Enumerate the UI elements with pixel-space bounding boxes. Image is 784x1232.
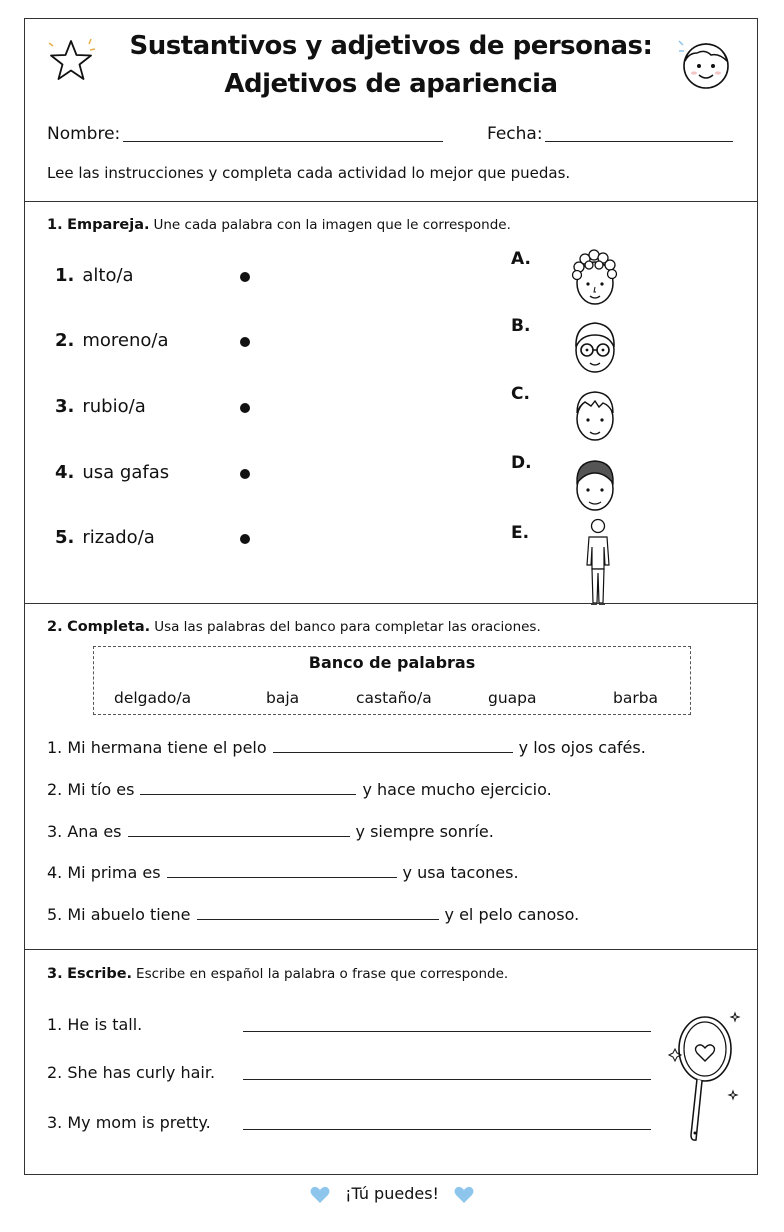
write-item: 3. My mom is pretty. [47, 1113, 211, 1132]
fill-sentence: 4. Mi prima es y usa tacones. [47, 863, 519, 882]
footer-text: ¡Tú puedes! [345, 1184, 439, 1203]
match-letter: D. [511, 453, 532, 473]
name-label: Nombre: [47, 124, 121, 144]
match-letter: C. [511, 384, 530, 404]
match-letter: E. [511, 523, 530, 543]
word-bank-item: castaño/a [356, 689, 432, 707]
match-letter: B. [511, 316, 531, 336]
page-title-line2: Adjetivos de apariencia [224, 69, 558, 99]
match-item: 4. usa gafas [55, 462, 170, 483]
word-bank-item: guapa [488, 689, 537, 707]
heart-icon [454, 1186, 474, 1204]
section1-heading: 1. Empareja. Une cada palabra con la imagen que le corresponde. [47, 217, 511, 233]
write-item: 2. She has curly hair. [47, 1063, 216, 1082]
match-item: 3. rubio/a [55, 396, 146, 417]
word-bank-item: baja [266, 689, 300, 707]
worksheet [24, 18, 758, 1175]
word-bank-item: barba [613, 689, 659, 707]
answer-line[interactable] [243, 1079, 651, 1080]
page-title-line1: Sustantivos y adjetivos de personas: [129, 31, 653, 61]
section3-heading: 3. Escribe. Escribe en español la palabra o frase que corresponde. [47, 966, 509, 982]
hand-mirror-icon [667, 1005, 743, 1149]
fill-sentence: 1. Mi hermana tiene el pelo y los ojos cafés. [47, 738, 646, 757]
answer-line[interactable] [243, 1129, 651, 1130]
section2-heading: 2. Completa. Usa las palabras del banco para completar las oraciones. [47, 619, 541, 635]
word-bank-item: delgado/a [114, 689, 192, 707]
write-section [25, 19, 757, 1176]
heart-icon [310, 1186, 330, 1204]
match-item: 2. moreno/a [55, 330, 169, 351]
write-item: 1. He is tall. [47, 1015, 143, 1034]
answer-line[interactable] [243, 1031, 651, 1032]
match-item: 1. alto/a [55, 265, 134, 286]
footer [0, 1184, 784, 1204]
match-item: 5. rizado/a [55, 527, 155, 548]
fill-sentence: 3. Ana es y siempre sonríe. [47, 822, 494, 841]
word-bank-title: Banco de palabras [308, 653, 476, 672]
date-label: Fecha: [487, 124, 543, 144]
fill-sentence: 5. Mi abuelo tiene y el pelo canoso. [47, 905, 580, 924]
match-letter: A. [511, 249, 531, 269]
fill-sentence: 2. Mi tío es y hace mucho ejercicio. [47, 780, 552, 799]
general-instructions: Lee las instrucciones y completa cada actividad lo mejor que puedas. [47, 164, 571, 182]
